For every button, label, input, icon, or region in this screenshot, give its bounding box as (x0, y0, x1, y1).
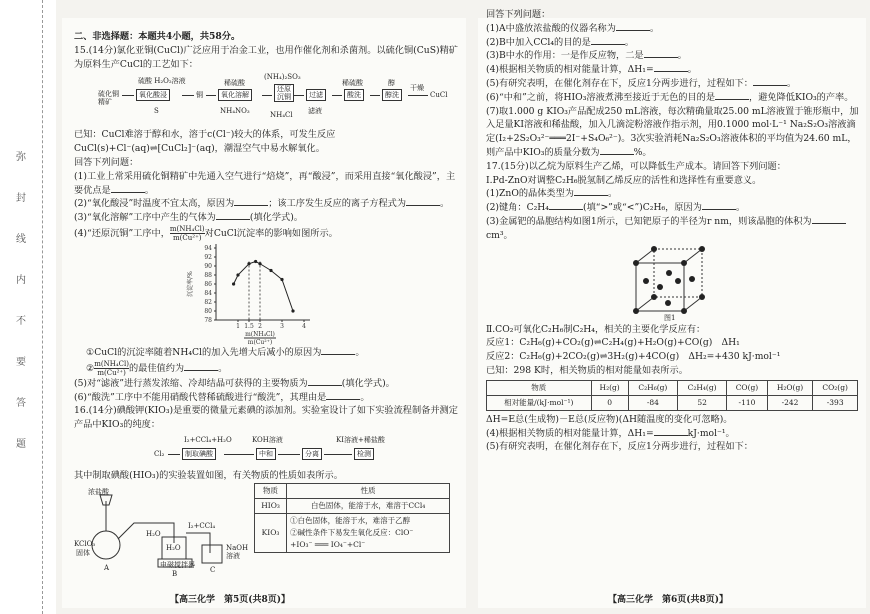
q15-part2-text: (2)“氧化酸浸”时温度不宜太高，原因为 (74, 198, 235, 210)
q15-flowchart (74, 74, 464, 124)
answer-blank[interactable] (111, 184, 145, 193)
q16-desc: 其中制取碘酸(HIO₃)的实验装置如图，有关物质的性质如表所示。 (74, 469, 343, 481)
flow2-t2: KOH溶液 (252, 435, 283, 444)
q15-part5 (74, 377, 464, 391)
table-cell: HIO₃ (255, 498, 287, 513)
q16-flowchart (74, 435, 464, 465)
reaction-2: 反应2：C₂H₆(g)+2CO₂(g)⇌3H₂(g)+4CO(g) ΔH₂=+430 kJ·mol⁻¹ (486, 351, 781, 363)
app-label: B (172, 569, 178, 578)
q15-part3-text-b: (填化学式)。 (249, 212, 303, 224)
q17-i2-text-b: (填“>”或“<”)C₂H₆，原因为 (583, 202, 702, 214)
q15-part6-text: (6)“酸洗”工序中不能用硝酸代替稀硫酸进行“酸洗”，其理由是 (74, 391, 327, 403)
flow-arrow (262, 95, 272, 96)
data-point (280, 278, 283, 281)
flow-step-alcohol-wash: 醇洗 (382, 89, 402, 101)
data-point (232, 282, 235, 285)
q17-i3-text: (3)金属钯的晶胞结构如图1所示，已知钯原子的半径为r nm，则该晶胞的体积为 (486, 215, 812, 227)
left-column (74, 30, 464, 578)
flow-arrow (294, 95, 304, 96)
flow-arrow (278, 454, 300, 455)
q15-part6: (6)“酸洗”工序中不能用硝酸代替稀硫酸进行“酸洗”，其理由是 。 (74, 391, 370, 403)
q17-part5: (5)有研究表明，在催化剂存在下，反应1分两步进行，过程如下： (486, 441, 753, 453)
q15-part4-text: (4)“还原沉铜”工序中， (74, 227, 170, 239)
atom (651, 294, 657, 300)
q16-part4-text: (4)根据相关物质的相对能量计算，ΔH₁= (486, 64, 654, 76)
flow-step-acid-wash: 酸洗 (344, 89, 364, 101)
q16-part5: (5)有研究表明，在催化剂存在下，反应1分两步进行，过程如下： 。 (486, 77, 797, 89)
flow-arrow (122, 95, 134, 96)
q16-part7-text-b: %。 (633, 146, 652, 158)
q15-part5-text-b: (填化学式)。 (341, 377, 395, 389)
binding-char: 封 (16, 193, 26, 204)
q15-part1-text: (1)工业上常采用硫化铜精矿中先通入空气进行“焙烧”，再“酸浸”，而采用直接“氧化酸浸”，主要优点是 (74, 170, 456, 196)
table-header: CO(g) (727, 380, 767, 395)
table-header: 物质 (255, 483, 287, 498)
q16-intro: 16.(14分)碘酸钾(KIO₃)是重要的微量元素碘的添加剂。实验室设计了如下实验流程制备并测定产品中KIO₃的纯度： (74, 405, 458, 431)
flow-arrow (370, 95, 380, 96)
answer-blank[interactable] (574, 187, 608, 196)
q17-i2: (2)键角：C₂H₄ (填“>”或“<”)C₂H₆，原因为 。 (486, 202, 746, 214)
app-label: H₂O (166, 543, 181, 552)
flow-arrow (332, 95, 342, 96)
table-cell: 相对能量/(kJ·mol⁻¹) (487, 395, 592, 410)
answer-blank[interactable] (644, 49, 678, 58)
q16-part6-text: (6)“中和”之前，将HIO₃溶液煮沸至接近于无色的目的是 (486, 91, 716, 103)
ratio-numerator: m(NH₄Cl) (94, 359, 129, 368)
q16-ask: 回答下列问题： (486, 9, 551, 20)
table-row (487, 380, 858, 395)
flow-arrow (408, 95, 428, 96)
x-axis-label-num: m(NH₄Cl) (245, 330, 275, 338)
flow-step-oxidative-dissolve: 氧化溶解 (218, 89, 252, 101)
q16-part7-text: (7)取1.000 g KIO₃产品配成250 mL溶液，每次精确量取25.00 mL溶液置于锥形瓶中，加入足量KI溶液和稀盐酸，加入几滴淀粉溶液作指示剂，用0.1000 mol·L⁻¹ Na₂S₂O₃溶液滴定(I₂+2S₂O₃²⁻═══2I⁻+S₄O₆²⁻)。3次实验消耗Na₂S₂O₃溶液体积的平均值为24.60 mL，则产品中KIO₃的质量分数为 (486, 105, 859, 158)
q17-part4-text: (4)根据相关物质的相对能量计算，ΔH₁= (486, 427, 654, 439)
y-tick-label: 92 (204, 253, 212, 261)
table-cell: -393 (813, 395, 858, 410)
table-row (255, 498, 450, 513)
q15-part2-text-b: ；该工序发生反应的离子方程式为 (268, 198, 407, 210)
q17-part-i: Ⅰ.Pd-ZnO对调整C₂H₆脱氢制乙烯反应的活性和选择性有重要意义。 (486, 174, 762, 186)
flow-start: 硫化铜精矿 (98, 90, 119, 107)
ratio-fraction (170, 225, 205, 242)
delta-h-definition: ΔH=E总(生成物)－E总(反应物)(ΔH随温度的变化可忽略)。 (486, 413, 733, 425)
y-tick-label: 84 (204, 289, 212, 297)
table-header: C₂H₆(g) (628, 380, 677, 395)
x-tick-label: 1.5 (244, 322, 254, 330)
q16-part3-text: (3)B中水的作用：一是作反应物，二是 (486, 50, 644, 62)
q15-part4 (74, 225, 464, 242)
flow-arrow (206, 95, 216, 96)
q17-i1: (1)ZnO的晶体类型为 。 (486, 188, 618, 200)
flow-s1-bottom: S (154, 107, 159, 116)
q15-part4-2-text-b: 的最佳值约为 (128, 362, 185, 374)
flow-s2-top: 稀硫酸 (224, 79, 245, 88)
atom (651, 246, 657, 252)
exhaust-tube (186, 533, 210, 553)
flask-a (92, 531, 120, 559)
q16-part3: (3)B中水的作用：一是作反应物，二是 。 (486, 50, 687, 62)
data-point (258, 262, 261, 265)
atom (633, 260, 639, 266)
table-header: 物质 (487, 380, 592, 395)
data-point (247, 262, 250, 265)
x-tick-label: 1 (236, 322, 240, 330)
y-tick-label: 80 (204, 307, 212, 315)
flow-s6-top: 醇 (388, 79, 395, 88)
flow2-t1: I₂+CCl₄+H₂O (184, 435, 232, 444)
flow2-step-make-iodic-acid: 制取碘酸 (182, 448, 216, 460)
atom (657, 284, 663, 290)
binding-margin (0, 0, 56, 614)
q15-part3-text: (3)“氧化溶解”工序中产生的气体为 (74, 212, 216, 224)
right-column (486, 8, 861, 454)
binding-text (14, 150, 28, 452)
binding-char: 内 (16, 275, 26, 286)
table-cell (287, 513, 450, 552)
table-line: ②碱性条件下易发生氧化反应：ClO⁻ (290, 527, 414, 537)
x-tick-label: 4 (302, 322, 306, 330)
cube-back (654, 249, 702, 297)
y-tick-label: 86 (204, 280, 212, 288)
q15-part5-text: (5)对“滤液”进行蒸发浓缩、冷却结晶可获得的主要物质为 (74, 377, 308, 389)
table-row (255, 483, 450, 498)
flow-arrow (324, 454, 352, 455)
answer-blank[interactable] (234, 197, 268, 206)
section-heading: 二、非选择题：本题共4小题，共58分。 (74, 31, 241, 42)
answer-blank[interactable] (406, 197, 440, 206)
binding-char: 题 (16, 439, 26, 450)
answer-blank[interactable] (715, 91, 749, 100)
q15-part4-1: ①CuCl的沉淀率随着NH₄Cl的加入先增大后减小的原因为 。 (86, 346, 365, 358)
flow-arrow (224, 454, 254, 455)
answer-blank[interactable] (702, 201, 736, 210)
table-header: 性质 (287, 483, 450, 498)
table-header: C₂H₄(g) (678, 380, 727, 395)
atom (689, 276, 695, 282)
q17-i2-text: (2)键角：C₂H₄ (486, 202, 549, 214)
reaction-1: 反应1：C₂H₆(g)+CO₂(g)⇌C₂H₄(g)+H₂O(g)+CO(g) ΔH₁ (486, 337, 740, 349)
unit-cell-diagram (626, 243, 716, 315)
q15-part3 (74, 211, 464, 225)
table-cell: -242 (767, 395, 813, 410)
q17-intro: 17.(15分)以乙烷为原料生产乙烯，可以降低生产成本。请回答下列问题： (486, 160, 786, 172)
binding-char: 线 (16, 234, 26, 245)
table-row (487, 395, 858, 410)
data-point (291, 309, 294, 312)
q15-part4-text-b: 对CuCl沉淀率的影响如图所示。 (204, 227, 338, 239)
table-cell: 52 (678, 395, 727, 410)
chart-area (74, 242, 464, 346)
y-tick-label: 82 (204, 298, 212, 306)
atom (643, 278, 649, 284)
answer-blank[interactable] (184, 362, 218, 371)
app-label: C (210, 565, 216, 574)
binding-char: 弥 (16, 152, 26, 163)
q17-i3-text-b: cm³。 (486, 229, 513, 241)
atom (699, 246, 705, 252)
answer-blank[interactable] (654, 63, 688, 72)
q17-part4-text-b: kJ·mol⁻¹。 (687, 427, 735, 439)
table-cell: KIO₃ (255, 513, 287, 552)
answer-blank[interactable] (600, 146, 634, 155)
answer-blank[interactable] (753, 77, 787, 86)
apparatus-and-table (74, 483, 464, 578)
app-label: A (104, 563, 110, 572)
flow-s3-bottom: NH₄Cl (270, 111, 293, 120)
table-cell: 0 (591, 395, 628, 410)
figure-caption: 图1 (664, 313, 676, 322)
x-tick-label: 2 (258, 322, 262, 330)
table-row (255, 513, 450, 552)
q15-part4-2: ② $\frac{\text{m(NH₄Cl)}}{\text{m(Cu²⁺)}}$ 的最佳值约为 。 (86, 359, 228, 377)
app-label: NaOH (226, 543, 249, 552)
y-tick-label: 88 (204, 271, 212, 279)
app-label: KClO₃ (74, 539, 96, 548)
binding-char: 答 (16, 398, 26, 409)
energy-table (486, 380, 858, 411)
table-cell: 白色固体，能溶于水，难溶于CCl₄ (287, 498, 450, 513)
flow-step-oxidative-leach: 氧化酸浸 (136, 89, 170, 101)
page-footer-left: 【高三化学 第5页(共8页)】 (170, 595, 291, 605)
app-label: 浓盐酸 (88, 487, 109, 496)
q16-part6-text-b: ，避免降低KIO₃的产率。 (749, 91, 854, 103)
q16-part1: (1)A中盛放浓盐酸的仪器名称为 。 (486, 22, 660, 34)
answer-blank[interactable] (321, 346, 355, 355)
flow-arrow (168, 454, 180, 455)
answer-blank[interactable] (654, 427, 688, 436)
beaker-c (202, 545, 222, 563)
atom (699, 294, 705, 300)
atom (665, 300, 671, 306)
data-point (254, 260, 257, 263)
property-table (254, 483, 450, 553)
atom (675, 278, 681, 284)
page-footer-right: 【高三化学 第6页(共8页)】 (608, 595, 729, 605)
q15-part1: (1)工业上常采用硫化铜精矿中先通入空气进行“焙烧”，再“酸浸”，而采用直接“氧化酸浸”，主要优点是 。 (74, 170, 456, 196)
precipitation-rate-chart (184, 242, 334, 346)
x-tick-label: 3 (280, 322, 284, 330)
atom (633, 308, 639, 314)
table-cell: -110 (727, 395, 767, 410)
flow-s3-top: (NH₄)₂SO₃ (264, 73, 301, 82)
q17-known: 已知：298 K时，相关物质的相对能量如表所示。 (486, 364, 688, 376)
atom-group (633, 246, 705, 314)
flow-step-reduce-copper: 还原沉铜 (274, 84, 294, 102)
binding-char: 要 (16, 357, 26, 368)
flow-end: CuCl (430, 91, 448, 100)
ratio-denominator: m(Cu²⁺) (97, 368, 126, 377)
table-cell: -84 (628, 395, 677, 410)
y-axis-label: 沉淀率/% (187, 271, 194, 297)
q15-ask: 回答下列问题： (74, 156, 139, 168)
flow-s5-top: 稀硫酸 (342, 79, 363, 88)
q15-known: 已知：CuCl难溶于醇和水，溶于c(Cl⁻)较大的体系，可发生反应CuCl(s)+Cl⁻(aq)⇌[CuCl₂]⁻(aq)，潮湿空气中易水解氧化。 (74, 129, 336, 155)
q16-part1-text: (1)A中盛放浓盐酸的仪器名称为 (486, 22, 616, 34)
data-point (269, 269, 272, 272)
data-point (236, 273, 239, 276)
app-label: 固体 (76, 548, 90, 557)
flow-step-filter: 过滤 (306, 89, 326, 101)
q15-part4-2-text: ② (86, 362, 95, 374)
y-tick-label: 94 (204, 244, 212, 252)
x-axis-label-den: m(Cu²⁺) (247, 338, 273, 346)
y-tick-label: 90 (204, 262, 212, 270)
q17-i3 (486, 215, 861, 243)
table-line: +IO₃⁻ ═══ IO₄⁻+Cl⁻ (290, 539, 366, 549)
q17-i1-text: (1)ZnO的晶体类型为 (486, 188, 574, 200)
table-header: H₂O(g) (767, 380, 813, 395)
q15-intro: 15.(14分)氯化亚铜(CuCl)广泛应用于冶金工业，也用作催化剂和杀菌剂。以硫化铜(CuS)精矿为原料生产CuCl的工艺如下： (74, 44, 458, 70)
q16-part7 (486, 105, 861, 160)
answer-blank[interactable] (616, 22, 650, 31)
flow-arrow (182, 95, 194, 96)
flow-s7: 干燥 (410, 84, 424, 93)
atom (681, 260, 687, 266)
answer-blank[interactable] (549, 201, 583, 210)
q16-part5-text: (5)有研究表明，在催化剂存在下，反应1分两步进行，过程如下： (486, 77, 753, 89)
app-label: 溶液 (226, 551, 240, 560)
app-label: 电磁搅拌器 (160, 560, 195, 569)
app-label: I₂+CCl₄ (188, 521, 216, 530)
flow2-a: Cl₂ (154, 449, 165, 458)
flow-s2-bottom: NH₄NO₃ (220, 107, 250, 116)
q16-part6 (486, 91, 861, 105)
q15-part2: (2)“氧化酸浸”时温度不宜太高，原因为 ；该工序发生反应的离子方程式为 。 (74, 198, 450, 210)
answer-blank[interactable] (308, 377, 342, 386)
q16-part2-text: (2)B中加入CCl₄的目的是 (486, 36, 591, 48)
table-header: H₂(g) (591, 380, 628, 395)
answer-blank[interactable] (326, 391, 360, 400)
q17-part-ii: Ⅱ.CO₂可氧化C₂H₆制C₂H₄，相关的主要化学反应有： (486, 323, 706, 335)
flow2-step-neutralize: 中和 (256, 448, 276, 460)
atom (681, 308, 687, 314)
table-header: CO₂(g) (813, 380, 858, 395)
series-line (234, 261, 293, 311)
q16-part4: (4)根据相关物质的相对能量计算，ΔH₁= 。 (486, 64, 697, 76)
binding-line (42, 0, 43, 614)
flow-s1-top: 硫酸 H₂O₂溶液 (138, 77, 186, 86)
binding-char: 不 (16, 316, 26, 327)
atom (666, 270, 672, 276)
q16-part2: (2)B中加入CCl₄的目的是 。 (486, 36, 634, 48)
flow2-step-separate: 分离 (302, 448, 322, 460)
ratio-numerator: m(NH₄Cl) (169, 224, 205, 233)
answer-blank[interactable] (812, 215, 846, 224)
answer-blank[interactable] (591, 36, 625, 45)
app-label: H₂O (146, 529, 161, 538)
ratio-fraction (94, 360, 129, 377)
ratio-denominator: m(Cu²⁺) (173, 233, 202, 242)
q17-part4 (486, 427, 861, 441)
flow-mid: 铜 (196, 91, 203, 100)
y-tick-label: 78 (204, 316, 212, 324)
flow2-t3: KI溶液+稀盐酸 (336, 435, 385, 444)
answer-blank[interactable] (216, 211, 250, 220)
table-line: ①白色固体，能溶于水，难溶于乙醇 (290, 515, 411, 525)
crystal-figure (486, 243, 861, 323)
flow-s4-bottom: 滤液 (308, 107, 322, 116)
q15-part4-1-text: ①CuCl的沉淀率随着NH₄Cl的加入先增大后减小的原因为 (86, 346, 322, 358)
flow2-step-detect: 检测 (354, 448, 374, 460)
